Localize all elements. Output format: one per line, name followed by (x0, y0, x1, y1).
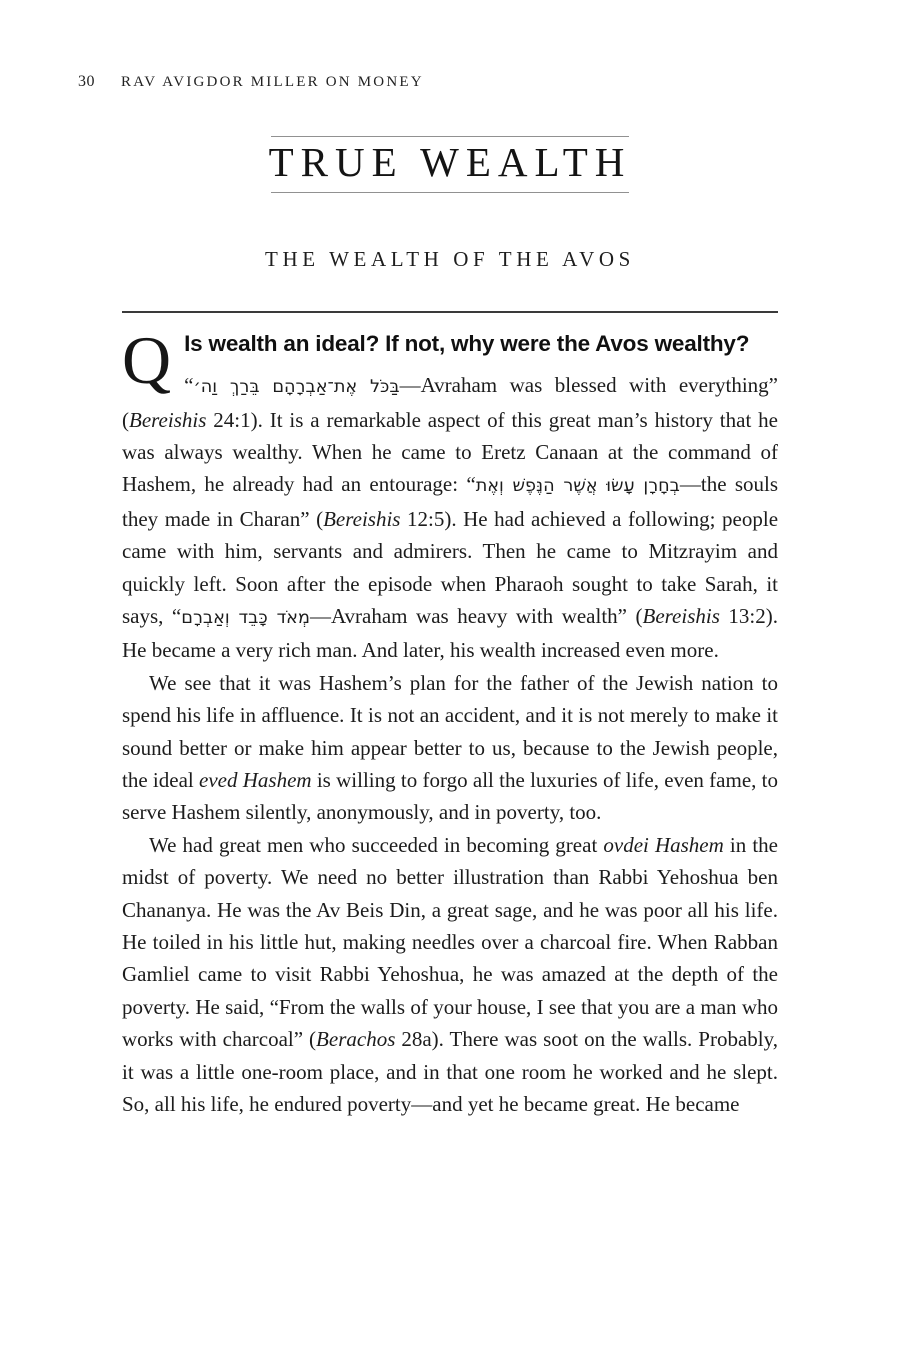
running-head (78, 73, 424, 91)
body-content (122, 322, 779, 1120)
chapter-title: TRUE WEALTH (268, 139, 632, 185)
title-rule-bottom (271, 192, 629, 193)
section-heading: THE WEALTH OF THE AVOS (265, 247, 635, 271)
question-text: Is wealth an ideal? If not, why were the Avos wealthy? (184, 331, 750, 356)
body-paragraph-2: We see that it was Hashem’s plan for the father of the Jewish nation to spend his life in affluence. It is not an accident, and it is not merely to make it sound better or make him appear better to us, because to the Jewish people, the ideal eved Hashem is willing to forgo all the luxuries of life, even fame, to serve Hashem silently, anonymously, and in poverty, too. (122, 670, 778, 825)
question-drop-cap: Q (122, 322, 172, 398)
chapter-title-block (0, 136, 900, 193)
page-number: 30 (78, 73, 95, 90)
section-divider-rule (122, 311, 778, 313)
running-title: RAV AVIGDOR MILLER ON MONEY (121, 74, 424, 90)
body-paragraph-3: We had great men who succeeded in becoming great ovdei Hashem in the midst of poverty. We need no better illustration than Rabbi Yehoshua ben Chananya. He was the Av Beis Din, a great sage, and he was poor all his life. He toiled in his little hut, making needles over a charcoal fire. When Rabban Gamliel came to visit Rabbi Yehoshua, he was amazed at the depth of the poverty. He said, “From the walls of your house, I see that you are a man who works with charcoal” (Berachos 28a). There was soot on the walls. Probably, it was a little one-room place, and in that one room he worked and he slept. So, all his life, he endured poverty—and yet he became great. He became (122, 832, 778, 1117)
body-paragraph-1: “וַה׳‎ בֵּרַךְ‎ אֶת־אַבְרָהָם‎ בַּכֹּל—Avraham was blessed with everything” (Bereishis 24:1). It is a remarkable aspect of this great man’s history that he was always wealthy. When he came to Eretz Canaan at the command of Hashem, he already had an entourage: “וְאֶת‎ הַנֶּפֶשׁ‎ אֲשֶׁר‎ עָשׂוּ‎ בְחָרָן—the souls they made in Charan” (Bereishis 12:5). He had achieved a following; people came with him, servants and admirers. Then he came to Mitzrayim and quickly left. Soon after the episode when Pharaoh sought to take Sarah, it says, “וְאַבְרָם‎ כָּבֵד‎ מְאֹד—Avraham was heavy with wealth” (Bereishis 13:2). He became a very rich man. And later, his wealth increased even more. (122, 373, 779, 663)
